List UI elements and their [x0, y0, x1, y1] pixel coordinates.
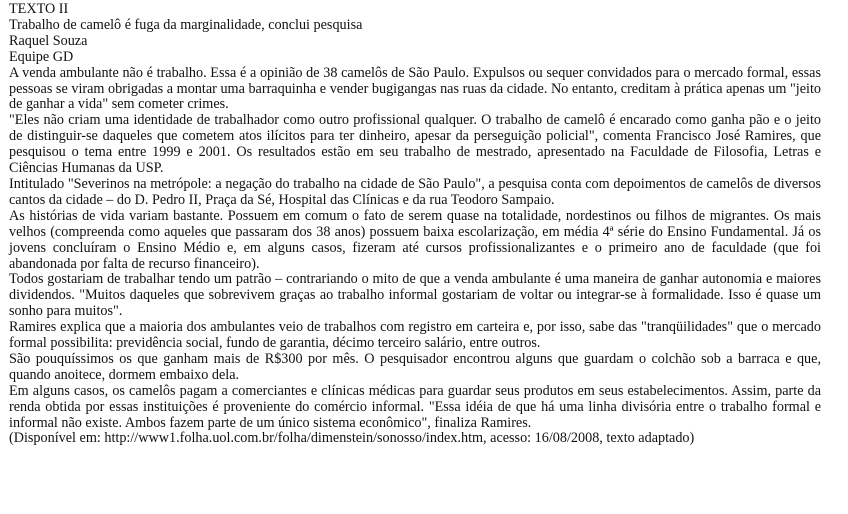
paragraph-1: A venda ambulante não é trabalho. Essa é a opinião de 38 camelôs de São Paulo. Expulsos ou sequer convidados para o mercado formal, essas pessoas se viram obrigadas a montar uma barraquinha e vender bugigangas nas ruas da cidade. No entanto, creditam à prática apenas um "jeito de ganhar a vida" sem cometer crimes. — [9, 64, 821, 113]
article-team: Equipe GD — [9, 48, 74, 65]
article-title: Trabalho de camelô é fuga da marginalidade, conclui pesquisa — [9, 16, 363, 33]
document — [9, 2, 821, 447]
paragraph-4: As histórias de vida variam bastante. Possuem em comum o fato de serem quase na totalidade, nordestinos ou filhos de migrantes. Os mais velhos (compreenda como aqueles que passaram dos 38 anos) possuem baixa escolarização, em média 4ª série do Ensino Fundamental. Já os jovens concluíram o Ensino Médio e, em alguns casos, fizeram até cursos profissionalizantes e o primeiro ano de faculdade (que foi abandonada por falta de recurso financeiro). — [9, 207, 821, 272]
paragraph-6: Ramires explica que a maioria dos ambulantes veio de trabalhos com registro em carteira e, por isso, sabe das "tranqüilidades" que o mercado formal possibilita: previdência social, fundo de garantia, décimo terceiro salário, entre outros. — [9, 319, 821, 352]
text-label: TEXTO II — [9, 1, 69, 17]
paragraph-3: Intitulado "Severinos na metrópole: a negação do trabalho na cidade de São Paulo", a pesquisa conta com depoimentos de camelôs de diversos cantos da cidade – do D. Pedro II, Praça da Sé, Hospital das Clínicas e da rua Teodoro Sampaio. — [9, 175, 821, 208]
source-citation: (Disponível em: http://www1.folha.uol.com.br/folha/dimenstein/sonosso/index.htm, acesso: 16/08/2008, texto adaptado) — [9, 430, 695, 447]
paragraph-8: Em alguns casos, os camelôs pagam a comerciantes e clínicas médicas para guardar seus produtos em seus estabelecimentos. Assim, parte da renda obtida por essas instituições é proveniente do comércio informal. "Essa idéia de que há uma linha divisória entre o trabalho formal e informal não existe. Ambos fazem parte de um único sistema econômico", finaliza Ramires. — [9, 382, 821, 431]
article-author: Raquel Souza — [9, 32, 88, 49]
paragraph-2: "Eles não criam uma identidade de trabalhador como outro profissional qualquer. O trabalho de camelô é encarado como ganha pão e o jeito de distinguir-se daqueles que cometem atos ilícitos para ter dinheiro, apesar da perseguição policial", comenta Francisco José Ramires, que pesquisou o tema entre 1999 e 2001. Os resultados estão em seu trabalho de mestrado, apresentado na Faculdade de Filosofia, Letras e Ciências Humanas da USP. — [9, 112, 821, 177]
paragraph-5: Todos gostariam de trabalhar tendo um patrão – contrariando o mito de que a venda ambulante é uma maneira de ganhar autonomia e maiores dividendos. "Muitos daqueles que sobrevivem graças ao trabalho informal gostariam de voltar ou integrar-se à formalidade. Isso é quase um sonho para muitos". — [9, 271, 821, 320]
paragraph-7: São pouquíssimos os que ganham mais de R$300 por mês. O pesquisador encontrou alguns que guardam o colchão sob a barraca e que, quando anoitece, dormem embaixo dela. — [9, 350, 821, 383]
